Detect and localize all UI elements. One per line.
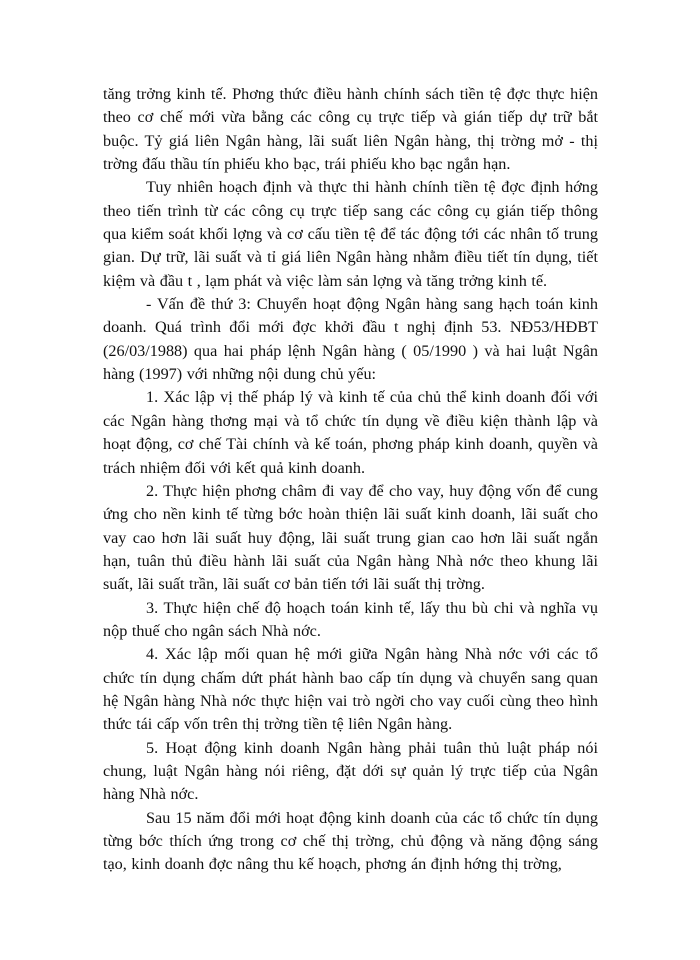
paragraph-point-4: 4. Xác lập mối quan hệ mới giữa Ngân hàng Nhà nớc với các tổ chức tín dụng chấm dứt phát hành bao cấp tín dụng và chuyển sang quan hệ Ngân hàng Nhà nớc thực hiện vai trò ngời cho vay cuối cùng theo hình thức tái cấp vốn trên thị trờng tiền tệ liên Ngân hàng.: [103, 645, 598, 734]
paragraph-point-3: 3. Thực hiện chế độ hoạch toán kinh tế, lấy thu bù chi và nghĩa vụ nộp thuế cho ngân sách Nhà nớc.: [103, 598, 598, 640]
document-body: [103, 83, 598, 877]
paragraph-point-5: 5. Hoạt động kinh doanh Ngân hàng phải tuân thủ luật pháp nói chung, luật Ngân hàng nói riêng, đặt dới sự quản lý trực tiếp của Ngân hàng Nhà nớc.: [103, 738, 598, 804]
paragraph-economic-growth: tăng trởng kinh tế. Phơng thức điều hành chính sách tiền tệ đợc thực hiện theo cơ chế mới vừa bằng các công cụ trực tiếp và gián tiếp dự trữ bắt buộc. Tỷ giá liên Ngân hàng, lãi suất liên Ngân hàng, thị trờng mở - thị trờng đấu thầu tín phiếu kho bạc, trái phiếu kho bạc ngắn hạn.: [103, 85, 598, 174]
paragraph-monetary-policy: Tuy nhiên hoạch định và thực thi hành chính tiền tệ đợc định hớng theo tiến trình từ các công cụ trực tiếp sang các công cụ gián tiếp thông qua kiểm soát khối lợng và cơ cấu tiền tệ để tác động tới các nhân tố trung gian. Dự trữ, lãi suất và tỉ giá liên Ngân hàng nhằm điều tiết tín dụng, tiết kiệm và đầu t , lạm phát và việc làm sản lợng và tăng trởng kinh tế.: [103, 178, 598, 290]
paragraph-point-2: 2. Thực hiện phơng châm đi vay để cho vay, huy động vốn để cung ứng cho nền kinh tế từng bớc hoàn thiện lãi suất kinh doanh, lãi suất cho vay cao hơn lãi suất huy động, lãi suất trung gian cao hơn lãi suất ngắn hạn, tuân thủ điều hành lãi suất của Ngân hàng Nhà nớc theo khung lãi suất, lãi suất trần, lãi suất cơ bản tiến tới lãi suất thị trờng.: [103, 481, 598, 594]
paragraph-point-1: 1. Xác lập vị thế pháp lý và kinh tế của chủ thể kinh doanh đối với các Ngân hàng thơng mại và tổ chức tín dụng về điều kiện thành lập và hoạt động, cơ chế Tài chính và kế toán, phơng pháp kinh doanh, quyền và trách nhiệm đối với kết quả kinh doanh.: [103, 388, 598, 477]
paragraph-after-15-years: Sau 15 năm đổi mới hoạt động kinh doanh của các tổ chức tín dụng từng bớc thích ứng trong cơ chế thị trờng, chủ động và năng động sáng tạo, kinh doanh đợc nâng thu kế hoạch, phơng án định hớng thị trờng,: [103, 808, 598, 874]
paragraph-issue-three: - Vấn đề thứ 3: Chuyển hoạt động Ngân hàng sang hạch toán kinh doanh. Quá trình đổi mới đợc khởi đầu t nghị định 53. NĐ53/HĐBT (26/03/1988) qua hai pháp lệnh Ngân hàng ( 05/1990 ) và hai luật Ngân hàng (1997) với những nội dung chủ yếu:: [103, 295, 598, 384]
